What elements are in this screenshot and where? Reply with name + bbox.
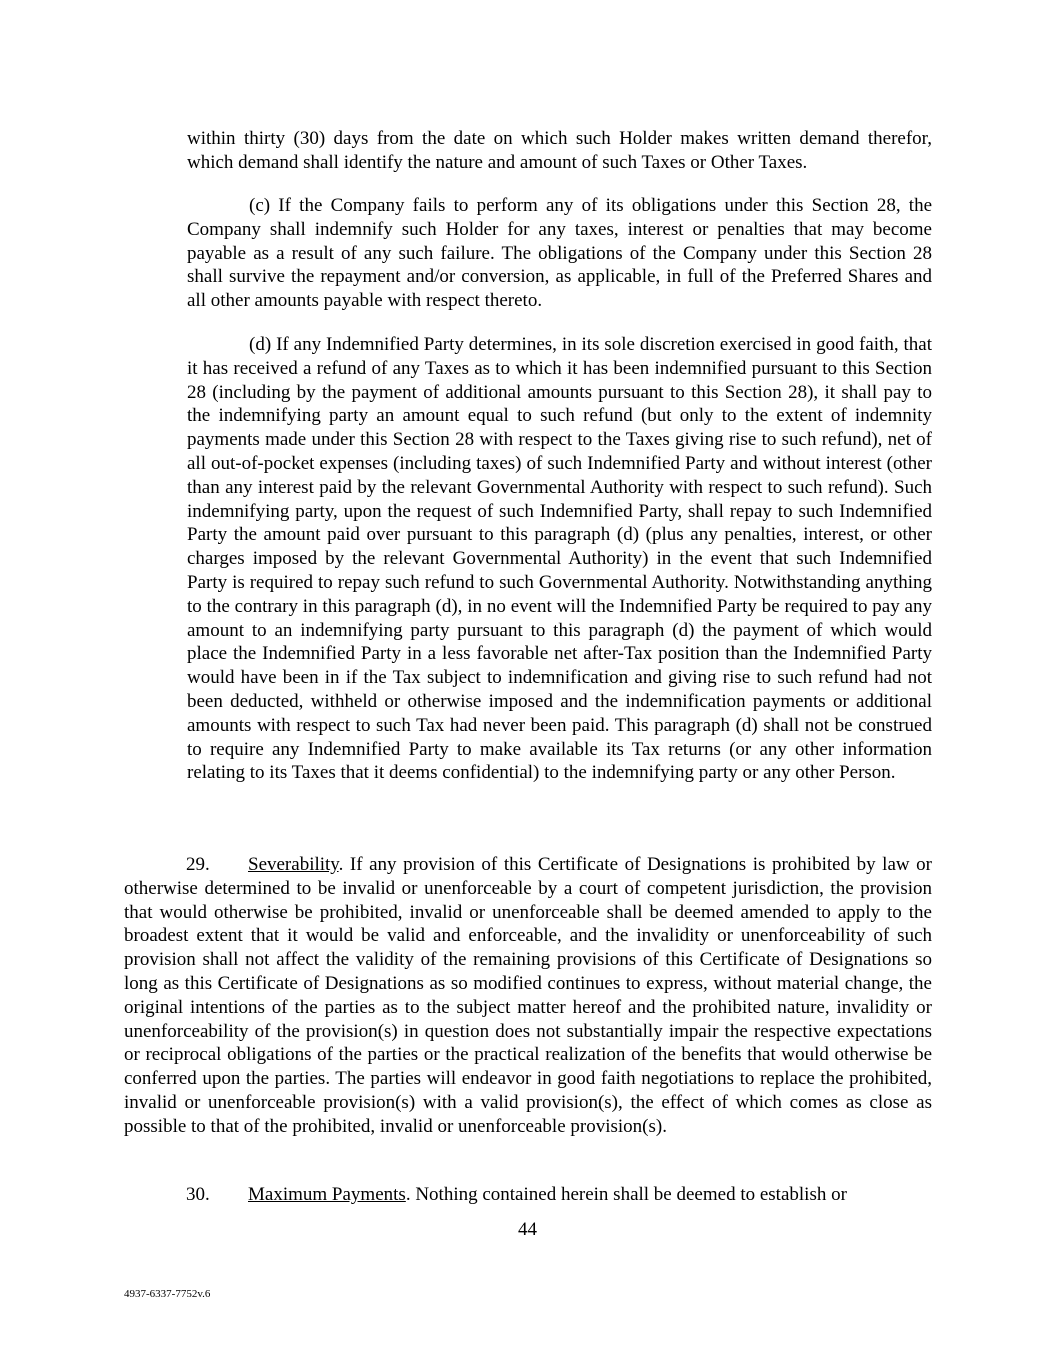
continuation-paragraph: within thirty (30) days from the date on which such Holder makes written demand therefor, which demand shall identify the nature and amount of such Taxes or Other Taxes.	[187, 128, 932, 173]
section-30-heading: Maximum Payments	[248, 1184, 406, 1205]
paragraph-c: (c) If the Company fails to perform any of its obligations under this Section 28, the Company shall indemnify such Holder for any taxes, interest or penalties that may become payable as a result of any such failure. The obligations of the Company under this Section 28 shall survive the repayment and/or conversion, as applicable, in full of the Preferred Shares and all other amounts payable with respect thereto.	[187, 195, 932, 312]
page-number: 44	[518, 1219, 537, 1240]
section-30-maximum-payments	[124, 1183, 932, 1207]
section-29-severability	[124, 853, 932, 1139]
section-29-heading: Severability	[248, 854, 339, 875]
paragraph-d: (d) If any Indemnified Party determines, in its sole discretion exercised in good faith, that it has received a refund of any Taxes as to which it has been indemnified pursuant to this Section 28 (including by the payment of additional amounts pursuant to this Section 28), it shall pay to the indemnifying party an amount equal to such refund (but only to the extent of indemnity payments made under this Section 28 with respect to the Taxes giving rise to such refund), net of all out-of-pocket expenses (including taxes) of such Indemnified Party and without interest (other than any interest paid by the relevant Governmental Authority with respect to such refund). Such indemnifying party, upon the request of such Indemnified Party, shall repay to such Indemnified Party the amount paid over pursuant to this paragraph (d) (plus any penalties, interest, or other charges imposed by the relevant Governmental Authority) in the event that such Indemnified Party is required to repay such refund to such Governmental Authority. Notwithstanding anything to the contrary in this paragraph (d), in no event will the Indemnified Party be required to pay any amount to an indemnifying party pursuant to this paragraph (d) the payment of which would place the Indemnified Party in a less favorable net after-Tax position than the Indemnified Party would have been in if the Tax subject to indemnification and giving rise to such refund had not been deducted, withheld or otherwise imposed and the indemnification payments or additional amounts with respect to such Tax had never been paid. This paragraph (d) shall not be construed to require any Indemnified Party to make available its Tax returns (or any other information relating to its Taxes that it deems confidential) to the indemnifying party or any other Person.	[187, 334, 932, 784]
section-29-number: 29.	[186, 854, 210, 875]
section-30-body: . Nothing contained herein shall be deemed to establish or	[405, 1184, 847, 1205]
section-30-number: 30.	[186, 1184, 210, 1205]
section-29-body: . If any provision of this Certificate of Designations is prohibited by law or otherwise determined to be invalid or unenforceable by a court of competent jurisdiction, the provision that would otherwise be prohibited, invalid or unenforceable shall be deemed amended to apply to the broadest extent that it would be valid and enforceable, and the invalidity or unenforceability of such provision shall not affect the validity of the remaining provisions of this Certificate of Designations so long as this Certificate of Designations as so modified continues to express, without material change, the original intentions of the parties as to the subject matter hereof and the prohibited nature, invalidity or unenforceability of the provision(s) in question does not substantially impair the respective expectations or reciprocal obligations of the parties or the practical realization of the benefits that would otherwise be conferred upon the parties. The parties will endeavor in good faith negotiations to replace the prohibited, invalid or unenforceable provision(s) with a valid provision(s), the effect of which comes as close as possible to that of the prohibited, invalid or unenforceable provision(s).	[124, 854, 932, 1137]
document-id: 4937-6337-7752v.6	[124, 1288, 211, 1300]
